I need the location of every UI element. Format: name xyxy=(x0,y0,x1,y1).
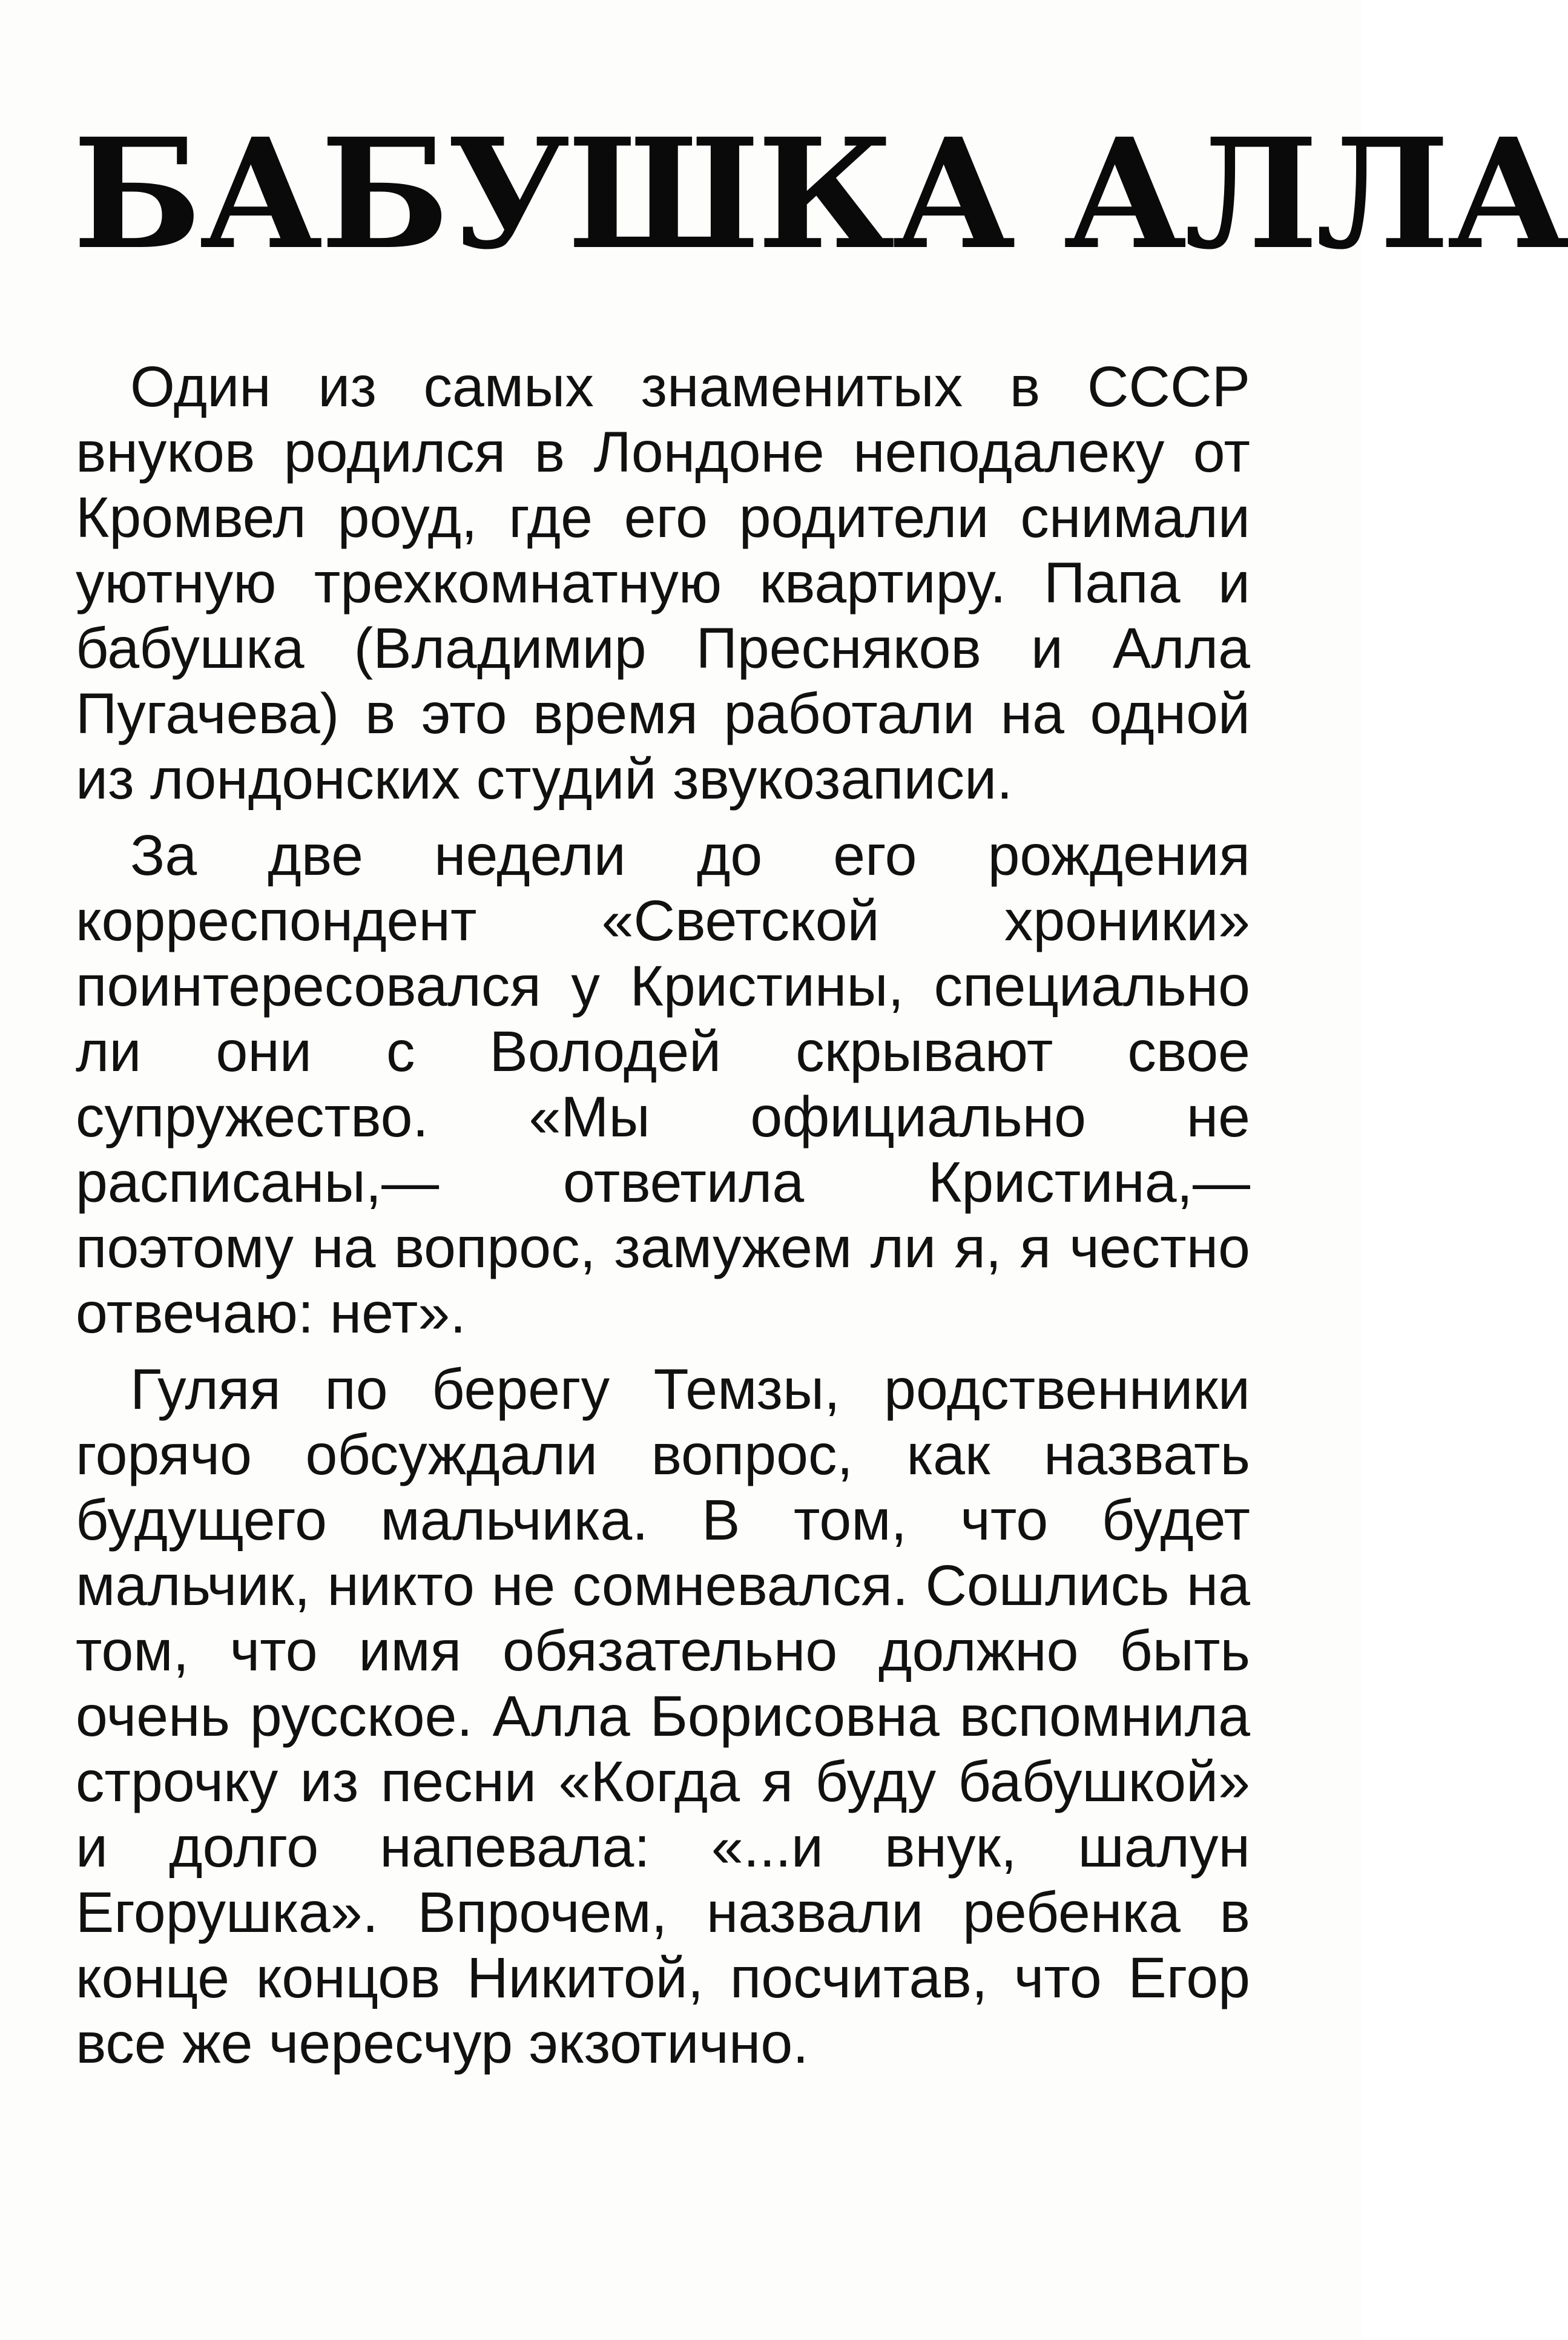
paragraph-1: Один из самых знаменитых в СССР внуков родился в Лондоне неподалеку от Кромвел роуд, где его родители снимали уютную трехкомнатную квартиру. Папа и бабушка (Владимир Пресняков и Алла Пугачева) в это время работали на одной из лондонских студий звукозаписи. xyxy=(76,355,1250,811)
paragraph-2: За две недели до его рождения корреспондент «Светской хроники» поинтересовался у Кристины, специально ли они с Володей скрывают свое супружество. «Мы официально не расписаны,— ответила Кристина,— поэтому на вопрос, замужем ли я, я честно отвечаю: нет». xyxy=(76,823,1250,1345)
paragraph-3: Гуляя по берегу Темзы, родственники горячо обсуждали вопрос, как назвать будущего мальчика. В том, что будет мальчик, никто не сомневался. Сошлись на том, что имя обязательно должно быть очень русское. Алла Борисовна вспомнила строчку из песни «Когда я буду бабушкой» и долго напевала: «...и внук, шалун Егорушка». Впрочем, назвали ребенка в конце концов Никитой, посчитав, что Егор все же чересчур экзотично. xyxy=(76,1357,1250,2075)
article-body xyxy=(76,354,1250,2087)
headline: БАБУШКА АЛЛА xyxy=(73,105,1568,283)
